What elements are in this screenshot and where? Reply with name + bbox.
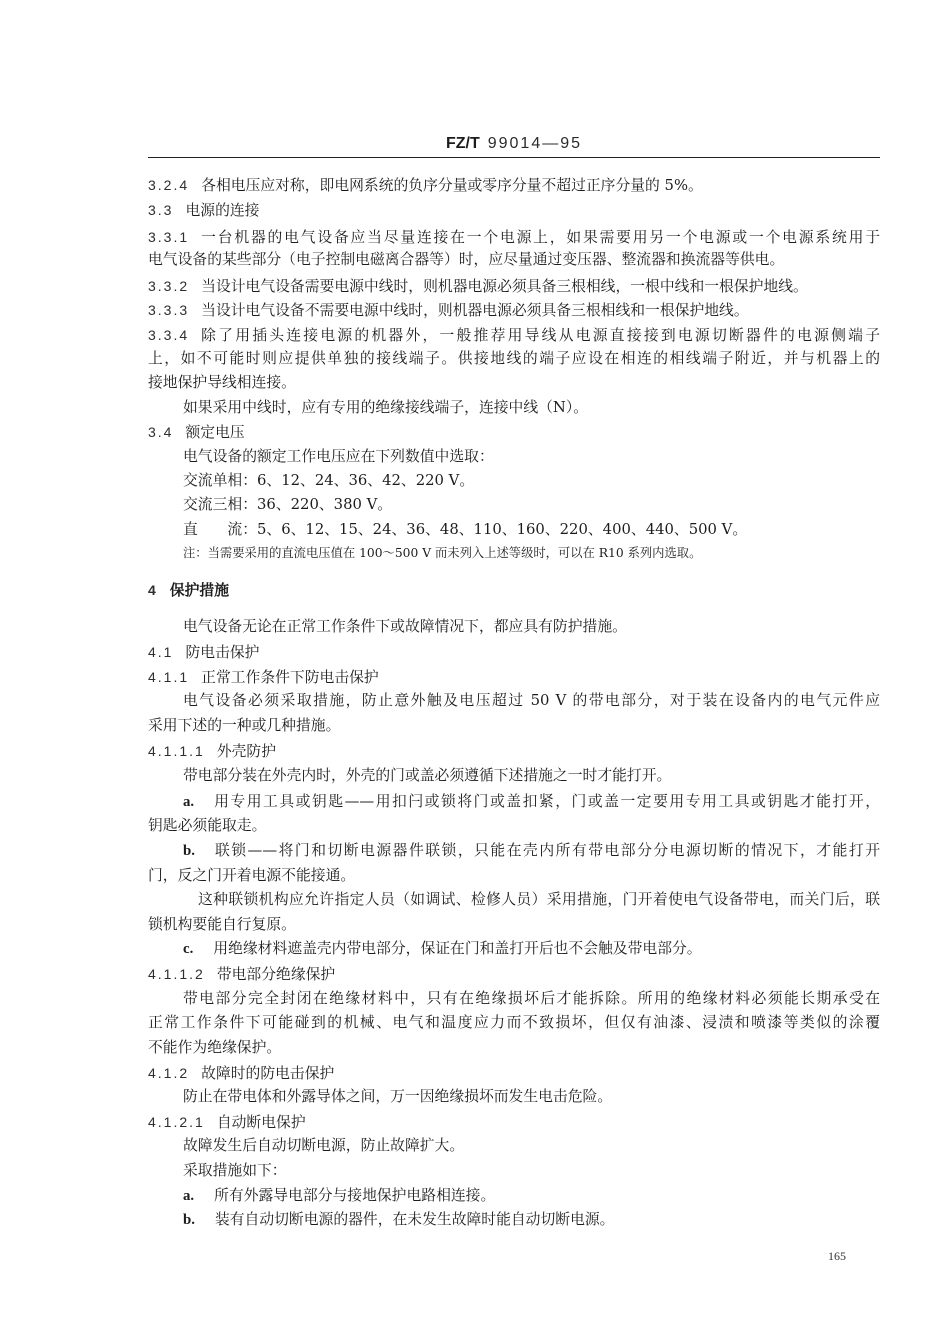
header-rule [148,157,880,158]
clause-3-4-heading [148,422,880,442]
page-number: 165 [828,1249,846,1263]
paragraph-text: 电气设备必须采取措施，防止意外触及电压超过 50 V 的带电部分，对于装在设备内的电气元件应 [183,692,880,709]
clause-3-3-heading [148,200,880,220]
list-item-b-continued [148,866,880,886]
paragraph-text: 故障发生后自动切断电源，防止故障扩大。 [183,1137,465,1154]
standard-code-prefix: FZ/T [445,135,480,152]
paragraph-text: 如果采用中线时，应有专用的绝缘接线端子，连接中线（N）。 [183,399,589,416]
voltage-list: 直 流：5、6、12、15、24、36、48、110、160、220、400、440、500 V。 [183,521,748,538]
clause-3-3-4 [148,325,880,345]
paragraph-text: 这种联锁机构应允许指定人员（如调试、检修人员）采用措施，门开着使电气设备带电，而关门后，联 [198,891,880,908]
clause-number: 4.1 [148,644,174,660]
clause-4-1-1-heading [148,667,880,687]
paragraph-text: 锁机构要能自行复原。 [148,916,296,933]
clause-3-2-4 [148,175,880,195]
clause-text: 除了用插头连接电源的机器外，一般推荐用导线从电源直接接到电源切断器件的电源侧端子 [201,327,880,344]
clause-4-1-2-1-heading [148,1112,880,1132]
insulation-paragraph-end [148,1038,880,1058]
list-item-text: 装有自动切断电源的器件，在未发生故障时能自动切断电源。 [214,1211,615,1228]
clause-number: 3.2.4 [148,177,190,193]
ac-three-phase-values [183,495,880,515]
insulation-paragraph [183,989,880,1009]
paragraph-text: 防止在带电体和外露导体之间，万一因绝缘损坏而发生电击危险。 [183,1088,613,1105]
list-item-text: 用专用工具或钥匙——用扣闩或锁将门或盖扣紧，门或盖一定要用专用工具或钥匙才能打开， [214,793,880,810]
clause-4-1-1-2-heading [148,964,880,984]
clause-title: 额定电压 [185,424,245,441]
standard-code [148,133,880,154]
paragraph-text: 采取措施如下： [183,1162,287,1179]
clause-title: 故障时的防电击保护 [201,1065,335,1082]
auto-disconnect-intro [183,1136,880,1156]
clause-text: 一台机器的电气设备应当尽量连接在一个电源上，如果需要用另一个电源或一个电源系统用于 [201,229,880,246]
clause-3-3-2 [148,276,880,296]
clause-number: 4.1.2 [148,1065,190,1081]
clause-4-1-1-paragraph-end [148,716,880,736]
clause-number: 3.3.4 [148,327,190,343]
clause-title: 正常工作条件下防电击保护 [201,669,379,686]
clause-number: 4.1.1.1 [148,743,205,759]
insulation-paragraph-continued [148,1013,880,1033]
clause-3-3-4-end [148,373,880,393]
clause-number: 3.3 [148,202,174,218]
clause-3-3-4-continued [148,349,880,369]
clause-4-1-heading [148,642,880,662]
paragraph-text: 带电部分完全封闭在绝缘材料中，只有在绝缘损坏后才能拆除。所用的绝缘材料必须能长期承受在 [183,990,880,1007]
clause-text: 当设计电气设备不需要电源中线时，则机器电源必须具备三根相线和一根保护地线。 [201,302,749,319]
paragraph-text: 不能作为绝缘保护。 [148,1039,282,1056]
list-item-text: 联锁——将门和切断电源器件联锁，只能在壳内所有带电部分分电源切断的情况下，才能打开 [214,842,880,859]
list-label: b. [183,843,195,859]
list-item-text: 门，反之门开着电源不能接通。 [148,867,356,884]
list-item-a-tool-or-key [183,792,880,812]
paragraph-text: 上，如不可能时则应提供单独的接线端子。供接地线的端子应设在相连的相线端子附近，并与机器上的 [148,350,880,367]
list-label: a. [183,1188,195,1204]
ac-single-phase-values [183,471,880,491]
list-label: a. [183,794,195,810]
clause-title: 自动断电保护 [216,1114,306,1131]
note [183,543,880,563]
paragraph-text: 接地保护导线相连接。 [148,374,296,391]
clause-number: 3.3.1 [148,229,190,245]
note-text: 注：当需要采用的直流电压值在 100～500 V 而未列入上述等级时，可以在 R10 系列内选取。 [183,546,702,560]
interlock-paragraph [198,890,880,910]
list-item-a-continued [148,816,880,836]
list-label: c. [183,941,194,957]
list-item-c-insulation-cover [183,939,880,959]
clause-3-3-3 [148,300,880,320]
section-title: 保护措施 [169,582,229,599]
clause-title: 电源的连接 [185,202,260,219]
list-item-text: 所有外露导电部分与接地保护电路相连接。 [214,1187,496,1204]
standard-code-number: 99014—95 [487,135,583,152]
list-label: b. [183,1212,195,1228]
clause-title: 外壳防护 [216,743,277,760]
list-item-a-grounding [183,1186,880,1206]
list-item-text: 用绝缘材料遮盖壳内带电部分，保证在门和盖打开后也不会触及带电部分。 [213,940,702,957]
clause-4-1-1-paragraph [183,691,880,711]
rated-voltage-intro [183,447,880,467]
clause-text: 当设计电气设备需要电源中线时，则机器电源必须具备三根相线，一根中线和一根保护地线。 [201,278,808,295]
section-4-intro [183,617,880,637]
clause-number: 4.1.1.2 [148,966,205,982]
clause-number: 4.1.1 [148,669,190,685]
paragraph-text: 采用下述的一种或几种措施。 [148,717,341,734]
clause-3-3-1-continued [148,250,880,270]
paragraph-text: 电气设备的某些部分（电子控制电磁离合器等）时，应尽量通过变压器、整流器和换流器等供电。 [148,251,785,268]
clause-text: 各相电压应对称，即电网系统的负序分量或零序分量不超过正序分量的 5%。 [201,177,703,194]
section-number: 4 [148,582,158,598]
enclosure-intro [183,766,880,786]
list-item-text: 钥匙必须能取走。 [148,817,267,834]
voltage-list: 交流三相：36、220、380 V。 [183,496,393,513]
paragraph-text: 电气设备无论在正常工作条件下或故障情况下，都应具有防护措施。 [183,618,627,635]
clause-number: 3.3.2 [148,278,190,294]
neutral-terminal-paragraph [183,398,880,418]
clause-title: 防电击保护 [185,644,260,661]
section-4-heading [148,580,880,600]
clause-title: 带电部分绝缘保护 [216,966,336,983]
clause-4-1-2-heading [148,1063,880,1083]
clause-4-1-1-1-heading [148,741,880,761]
paragraph-text: 正常工作条件下可能碰到的机械、电气和温度应力而不致损坏，但仅有油漆、浸渍和喷漆等类似的涂覆 [148,1014,880,1031]
measures-intro [183,1161,880,1181]
fault-protection-intro [183,1087,880,1107]
voltage-list: 交流单相：6、12、24、36、42、220 V。 [183,472,475,489]
list-item-b-auto-cutoff [183,1210,880,1230]
dc-values [183,520,880,540]
clause-number: 4.1.2.1 [148,1114,205,1130]
paragraph-text: 带电部分装在外壳内时，外壳的门或盖必须遵循下述措施之一时才能打开。 [183,767,672,784]
clause-number: 3.3.3 [148,302,190,318]
clause-3-3-1 [148,227,880,247]
clause-number: 3.4 [148,424,174,440]
paragraph-text: 电气设备的额定工作电压应在下列数值中选取： [183,448,494,465]
interlock-paragraph-end [148,915,880,935]
list-item-b-interlock [183,841,880,861]
